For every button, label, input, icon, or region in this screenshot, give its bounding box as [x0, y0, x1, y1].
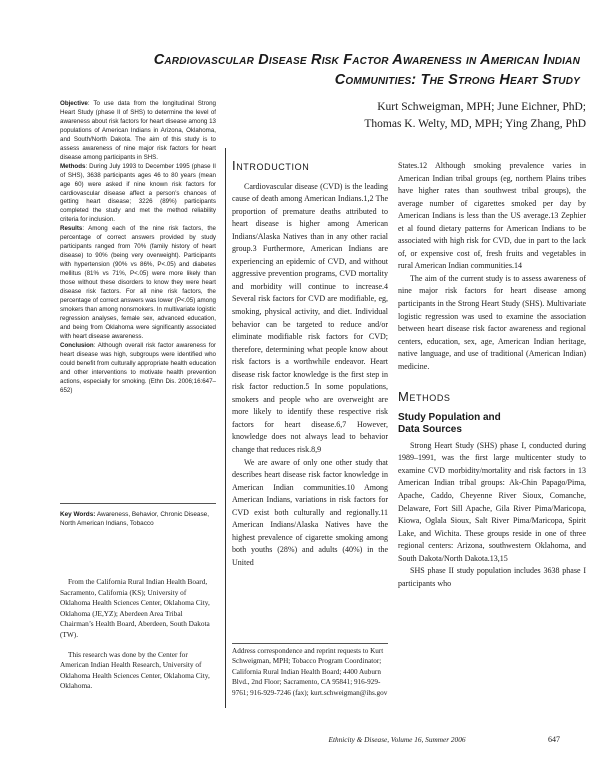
keywords-text: Awareness, Behavior, Chronic Disease, North American Indians, Tobacco [60, 511, 209, 527]
conclusion-label: Conclusion [60, 341, 94, 349]
title-line-2: Communities: The Strong Heart Study [334, 72, 580, 88]
study-population-heading [398, 412, 586, 436]
conclusion-text: : Although overall risk factor awareness for heart disease was high, subgroups were identified who could benefit from culturally appropriate health education and other interventions to motivate health prevention actions, especially for smoking. (Ethn Dis. 2006;16:647–652) [60, 341, 216, 394]
results-label: Results [60, 225, 83, 233]
study-pop-heading-line-1: Study Population and [398, 411, 501, 423]
title-line-1: Cardiovascular Disease Risk Factor Awareness in American Indian [153, 52, 580, 68]
intro-paragraph-1: Cardiovascular disease (CVD) is the leading cause of death among American Indians.1,2 The proportion of premature deaths attributed to heart disease is higher among American Indians/Alaska Natives than in any other racial group.3 Furthermore, American Indians are experiencing an epidemic of CVD, and without aggressive prevention programs, CVD mortality and morbidity will continue to increase.4 Several risk factors for CVD are modifiable, eg, smoking, physical activity, and diet. Individual behavior can be targeted to reduce and/or eliminate modifiable risk factors for CVD; therefore, determining what people know about risk factors is a worthwhile endeavor. Heart disease risk factor knowledge is the first step in risk factor reduction.5 In some populations, smokers and people who are overweight are more likely to identify these respective risk factors for heart disease.6,7 However, knowledge does not always lead to behavior change that reduces risk.8,9 [232, 181, 388, 455]
intro-paragraph-2: We are aware of only one other study that describes heart disease risk factor knowledge in American Indian communities.10 Among American Indians, variations in risk factors for CVD exist both culturally and regionally.11 American Indians/Alaska Natives have the highest prevalence of cigarette smoking among both youths (28%) and adults (40%) in the United [232, 457, 388, 567]
abstract-methods [60, 163, 216, 226]
objective-label: Objective [60, 100, 88, 107]
col3-paragraph-3: Strong Heart Study (SHS) phase I, conducted during 1989–1991, was the first large multicenter study to examine CVD morbidity/mortality and risk factors in 13 American Indian tribal groups: Ak-Chin Papago/Pima, Apache, Caddo, Cheyenne River Sioux, Comanche, Delaware, Fort Sill Apache, Gila River Pima/Maricopa, Kiowa, Oglala Sioux, Salt River Pima/Maricopa, Spirit Lake, and Wichita. These groups reside in one of three regional centers: Arizona, southwestern Oklahoma, and South Dakota/North Dakota.13,15 [398, 440, 586, 563]
introduction-heading: Introduction [232, 158, 310, 173]
article-title [100, 50, 580, 90]
intro-column [232, 160, 388, 570]
abstract-conclusion [60, 342, 216, 396]
journal-footer: Ethnicity & Disease, Volume 16, Summer 2006 [328, 735, 466, 744]
right-column [398, 160, 586, 590]
abstract-results [60, 225, 216, 341]
results-text: : Among each of the nine risk factors, the percentage of correct answers provided by study participants ranged from 70% (family history of heart disease) to 90% (being very overweight). Participants with hypertension (90% vs 86%, P<.05) and diabetes mellitus (81% vs 71%, P<.05) were more likely than those without these disorders to know they were heart disease risk factors. For all nine risk factors, the percentage of correct answers was lower (P<.05) among smokers than among nonsmokers. In multivariate logistic regression analyses, female sex, advanced education, and being from Oklahoma were significantly associated with heart disease awareness. [60, 225, 216, 340]
correspondence-note: Address correspondence and reprint requests to Kurt Schweigman, MPH; Tobacco Program Coordinator; California Rural Indian Health Board; 4400 Auburn Blvd., 2nd Floor; Sacramento, CA 95841; 916-929-9761; 916-929-7246 (fax); kurt.schweigman@ihs.gov [232, 643, 388, 698]
authors-line-2: Thomas K. Welty, MD, MPH; Ying Zhang, PhD [364, 118, 586, 130]
keywords [60, 503, 216, 528]
methods-text: : During July 1993 to December 1995 (phase II of SHS), 3638 participants ages 46 to 80 years (mean age 60) were asked if nine known risk factors for cardiovascular disease affect a person’s chances of getting heart disease; 3226 (89%) participants completed the study and met the method reliability criteria for inclusion. [60, 162, 216, 224]
objective-text: : To use data from the longitudinal Strong Heart Study (phase II of SHS) to determine the level of awareness about risk factors for heart disease among 13 populations of American Indians in Arizona, Oklahoma, and South/North Dakota. The aim of this study is to assess awareness of nine major risk factors for heart disease among participants in SHS. [60, 100, 216, 161]
affiliations [60, 577, 216, 701]
study-pop-heading-line-2: Data Sources [398, 423, 462, 435]
col3-paragraph-4: SHS phase II study population includes 3638 phase I participants who [398, 566, 586, 588]
methods-label: Methods [60, 162, 86, 170]
column-divider [225, 148, 226, 708]
affiliation-2: This research was done by the Center for American Indian Health Research, University of Oklahoma Health Sciences Center, Oklahoma City, Oklahoma. [60, 649, 210, 691]
page-number: 647 [548, 735, 560, 744]
col3-paragraph-1: States.12 Although smoking prevalence varies in American Indian tribal groups (eg, northern Plains tribes have higher rates than southwest tribal groups), the average number of cigarettes smoked per day by American Indians is less than the US average.13 Zephier et al found dietary patterns for American Indians to be associated with high risk for CVD, due in part to the lack of, or expensive cost of, fresh fruits and vegetables in rural American Indian communities.14 [398, 161, 586, 271]
abstract [60, 100, 216, 395]
author-list [260, 99, 586, 133]
col3-paragraph-2: The aim of the current study is to assess awareness of nine major risk factors for heart disease among participants in the Strong Heart Study (SHS). Multivariate logistic regression was used to examine the association between heart disease risk factor awareness and regional centers, education, sex, age, American Indian heritage, native language, and use of traditional (American Indian) medicine. [398, 273, 586, 371]
affiliation-1: From the California Rural Indian Health Board, Sacramento, California (KS); University of Oklahoma Health Sciences Center, Oklahoma City, Oklahoma (JE,YZ); Aberdeen Area Tribal Chairman’s Health Board, Aberdeen, South Dakota (TW). [60, 577, 210, 639]
keywords-label: Key Words: [60, 511, 96, 518]
abstract-objective [60, 100, 216, 163]
methods-heading: Methods [398, 389, 451, 405]
authors-line-1: Kurt Schweigman, MPH; June Eichner, PhD; [377, 101, 586, 113]
